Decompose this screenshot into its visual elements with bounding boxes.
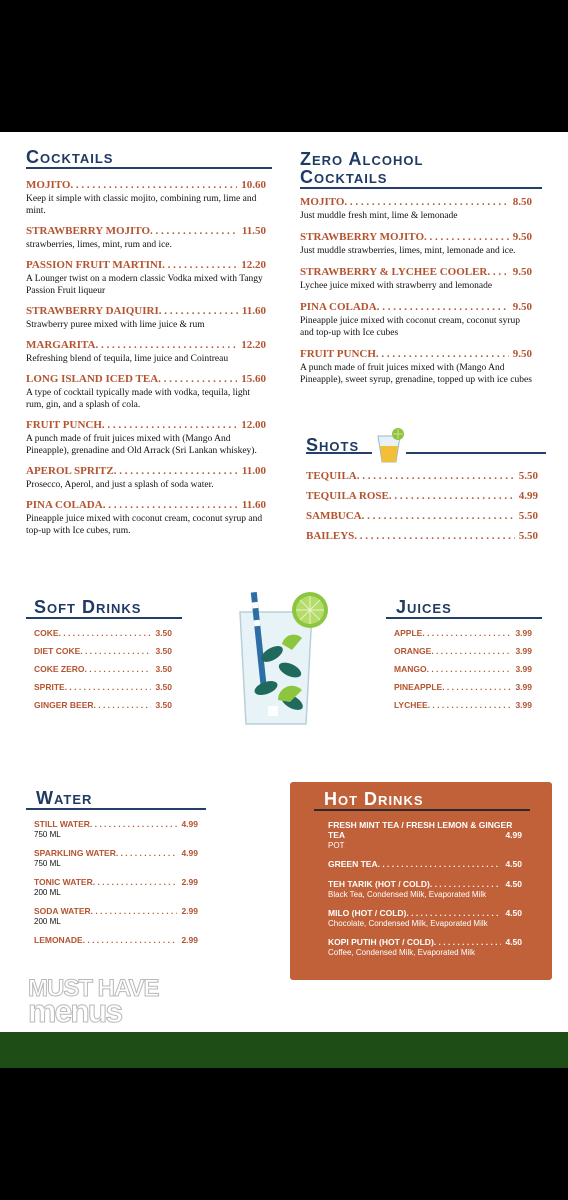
item-name: SPRITE — [34, 682, 65, 692]
item-name: GREEN TEA — [328, 859, 378, 869]
item-price: 4.50 — [505, 879, 522, 889]
item-name: ORANGE — [394, 646, 432, 656]
menu-item — [26, 339, 266, 365]
menu-item — [328, 859, 522, 869]
item-price: 9.50 — [512, 348, 532, 360]
item-name: MILO (HOT / COLD) — [328, 908, 407, 918]
water-title: Water — [36, 788, 93, 808]
menu-item — [328, 820, 522, 851]
item-price: 11.50 — [241, 225, 266, 237]
menu-item — [26, 499, 266, 537]
item-name: BAILEYS — [306, 530, 355, 542]
item-name: SPARKLING WATER — [34, 848, 116, 858]
menu-item — [34, 682, 172, 692]
item-name: PINA COLADA — [300, 301, 377, 313]
item-name: TEH TARIK (HOT / COLD) — [328, 879, 430, 889]
menu-item — [26, 465, 266, 491]
item-price: 3.99 — [515, 700, 532, 710]
item-name: LYCHEE — [394, 700, 428, 710]
item-price: 8.50 — [512, 196, 532, 208]
menu-item — [34, 700, 172, 710]
menu-item — [394, 664, 532, 674]
menu-item — [34, 664, 172, 674]
item-name: MANGO — [394, 664, 427, 674]
menu-item — [26, 373, 266, 411]
item-name: MARGARITA — [26, 339, 96, 351]
item-name: TEQUILA — [306, 470, 357, 482]
item-price: 9.50 — [512, 301, 532, 313]
item-description: Strawberry puree mixed with lime juice & rum — [26, 320, 205, 330]
must-have-menus-logo — [28, 975, 159, 1029]
item-price: 3.50 — [155, 700, 172, 710]
item-name: STILL WATER — [34, 819, 90, 829]
item-description: Pineapple juice mixed with coconut cream, coconut syrup and top-up with Ice cubes, rum. — [26, 514, 263, 536]
item-name: FRUIT PUNCH — [26, 419, 102, 431]
item-price: 12.20 — [241, 339, 266, 351]
menu-item — [328, 879, 522, 900]
item-name: FRUIT PUNCH — [300, 348, 376, 360]
shot-glass-icon — [374, 428, 406, 466]
water-rule — [26, 808, 206, 810]
item-description: Just muddle fresh mint, lime & lemonade — [300, 211, 458, 221]
item-price: 11.60 — [241, 499, 266, 511]
item-price: 3.99 — [515, 682, 532, 692]
cocktails-section — [26, 148, 272, 537]
item-name: MOJITO — [300, 196, 345, 208]
item-description: A punch made of fruit juices mixed with (Mango And Pineapple), sweet syrup, grenadine, topped up with ice cubes — [300, 363, 532, 385]
juices-title: Juices — [396, 597, 452, 617]
item-description: POT — [328, 841, 345, 850]
item-description: strawberries, limes, mint, rum and ice. — [26, 240, 172, 250]
menu-item — [394, 646, 532, 656]
menu-item — [26, 179, 266, 217]
zero-alcohol-section — [300, 150, 542, 386]
menu-item — [300, 231, 532, 257]
menu-item — [394, 700, 532, 710]
menu-item — [34, 848, 198, 869]
menu-item — [300, 301, 532, 339]
menu-item — [300, 348, 532, 386]
mojito-glass-icon — [234, 590, 334, 726]
item-price: 15.60 — [241, 373, 266, 385]
item-name: STRAWBERRY MOJITO — [26, 225, 150, 237]
item-description: 200 ML — [34, 917, 61, 926]
item-name: MOJITO — [26, 179, 71, 191]
zero-alcohol-title-line1: Zero Alcohol — [300, 149, 424, 169]
hot-drinks-title: Hot Drinks — [324, 789, 424, 809]
item-name: TEQUILA ROSE — [306, 490, 389, 502]
item-description: 750 ML — [34, 859, 61, 868]
item-description: Coffee, Condensed Milk, Evaporated Milk — [328, 948, 476, 957]
item-name: LONG ISLAND ICED TEA — [26, 373, 159, 385]
item-price: 12.00 — [241, 419, 266, 431]
menu-item — [306, 510, 538, 522]
item-price: 3.99 — [515, 646, 532, 656]
menu-item — [26, 225, 266, 251]
item-description: A type of cocktail typically made with vodka, tequila, light rum, gin, and a splash of cola. — [26, 388, 250, 410]
item-name: COKE — [34, 628, 59, 638]
item-description: Pineapple juice mixed with coconut cream, coconut syrup and top-up with Ice cubes — [300, 316, 521, 338]
item-price: 2.99 — [181, 877, 198, 887]
item-name: KOPI PUTIH (HOT / COLD) — [328, 937, 434, 947]
water-section — [26, 789, 206, 945]
item-price: 5.50 — [518, 530, 538, 542]
item-name: PINA COLADA — [26, 499, 103, 511]
menu-item — [300, 266, 532, 292]
menu-item — [34, 819, 198, 840]
shots-section — [306, 428, 546, 542]
menu-item — [306, 470, 538, 482]
menu-item — [26, 259, 266, 297]
item-description: Lychee juice mixed with strawberry and lemonade — [300, 281, 493, 291]
item-description: A Lounger twist on a modern classic Vodka mixed with Tangy Passion Fruit liqueur — [26, 274, 263, 296]
item-price: 10.60 — [241, 179, 266, 191]
item-price: 3.99 — [515, 628, 532, 638]
soft-drinks-title: Soft Drinks — [34, 597, 142, 617]
menu-item — [26, 419, 266, 457]
item-description: Black Tea, Condensed Milk, Evaporated Milk — [328, 890, 487, 899]
item-price: 4.50 — [505, 859, 522, 869]
soft-drinks-section — [26, 598, 182, 710]
cocktails-rule — [26, 167, 272, 169]
juices-section — [386, 598, 542, 710]
item-price: 4.99 — [181, 848, 198, 858]
item-description: Just muddle strawberries, limes, mint, lemonade and ice. — [300, 246, 516, 256]
hot-drinks-section — [290, 782, 552, 980]
item-price: 3.50 — [155, 682, 172, 692]
menu-item — [328, 937, 522, 958]
cocktails-title: Cocktails — [26, 147, 114, 167]
menu-item — [306, 490, 538, 502]
zero-alcohol-title-line2: Cocktails — [300, 167, 388, 187]
item-name: SAMBUCA — [306, 510, 362, 522]
item-name: FRESH MINT TEA / FRESH LEMON & GINGER TEA — [328, 820, 513, 840]
item-price: 3.50 — [155, 646, 172, 656]
item-price: 9.50 — [512, 231, 532, 243]
menu-item — [328, 908, 522, 929]
item-price: 5.50 — [518, 510, 538, 522]
item-name: STRAWBERRY & LYCHEE COOLER — [300, 266, 488, 278]
item-name: PASSION FRUIT MARTINI — [26, 259, 163, 271]
item-price: 9.50 — [512, 266, 532, 278]
menu-item — [34, 935, 198, 945]
item-name: STRAWBERRY MOJITO — [300, 231, 424, 243]
logo-line1: MUST HAVE — [28, 975, 159, 1002]
item-description: A punch made of fruit juices mixed with (Mango And Pineapple), grenadine and Old Arrack (Sri Lankan whiskey). — [26, 434, 257, 456]
item-description: 750 ML — [34, 830, 61, 839]
item-name: SODA WATER — [34, 906, 91, 916]
item-name: APPLE — [394, 628, 423, 638]
item-name: LEMONADE — [34, 935, 83, 945]
item-price: 4.99 — [181, 819, 198, 829]
item-name: APEROL SPRITZ — [26, 465, 114, 477]
item-price: 2.99 — [181, 906, 198, 916]
menu-item — [34, 628, 172, 638]
item-price: 4.99 — [518, 490, 538, 502]
item-name: COKE ZERO — [34, 664, 85, 674]
menu-item — [300, 196, 532, 222]
menu-item — [34, 646, 172, 656]
item-price: 4.50 — [505, 937, 522, 947]
item-name: TONIC WATER — [34, 877, 93, 887]
item-price: 4.50 — [505, 908, 522, 918]
shots-title: Shots — [306, 435, 360, 455]
item-price: 12.20 — [241, 259, 266, 271]
item-price: 4.99 — [505, 830, 522, 840]
item-price: 2.99 — [181, 935, 198, 945]
item-price: 3.50 — [155, 628, 172, 638]
menu-item — [34, 906, 198, 927]
logo-line2: menus — [28, 993, 122, 1029]
footer-bar — [0, 1032, 568, 1068]
menu-item — [394, 628, 532, 638]
menu-item — [394, 682, 532, 692]
menu-item — [34, 877, 198, 898]
item-price: 3.50 — [155, 664, 172, 674]
item-price: 5.50 — [518, 470, 538, 482]
item-price: 11.60 — [241, 305, 266, 317]
item-name: STRAWBERRY DAIQUIRI — [26, 305, 159, 317]
item-description: Prosecco, Aperol, and just a splash of soda water. — [26, 480, 214, 490]
item-name: GINGER BEER — [34, 700, 94, 710]
menu-item — [306, 530, 538, 542]
zero-alcohol-rule — [300, 187, 542, 189]
item-description: Chocolate, Condensed Milk, Evaporated Milk — [328, 919, 488, 928]
item-price: 3.99 — [515, 664, 532, 674]
item-description: Keep it simple with classic mojito, combining rum, lime and mint. — [26, 194, 257, 216]
item-name: PINEAPPLE — [394, 682, 443, 692]
item-description: Refreshing blend of tequila, lime juice and Cointreau — [26, 354, 229, 364]
hot-drinks-rule — [314, 809, 530, 811]
item-name: DIET COKE — [34, 646, 81, 656]
item-price: 11.00 — [241, 465, 266, 477]
juices-rule — [386, 617, 542, 619]
item-description: 200 ML — [34, 888, 61, 897]
menu-item — [26, 305, 266, 331]
soft-drinks-rule — [26, 617, 182, 619]
